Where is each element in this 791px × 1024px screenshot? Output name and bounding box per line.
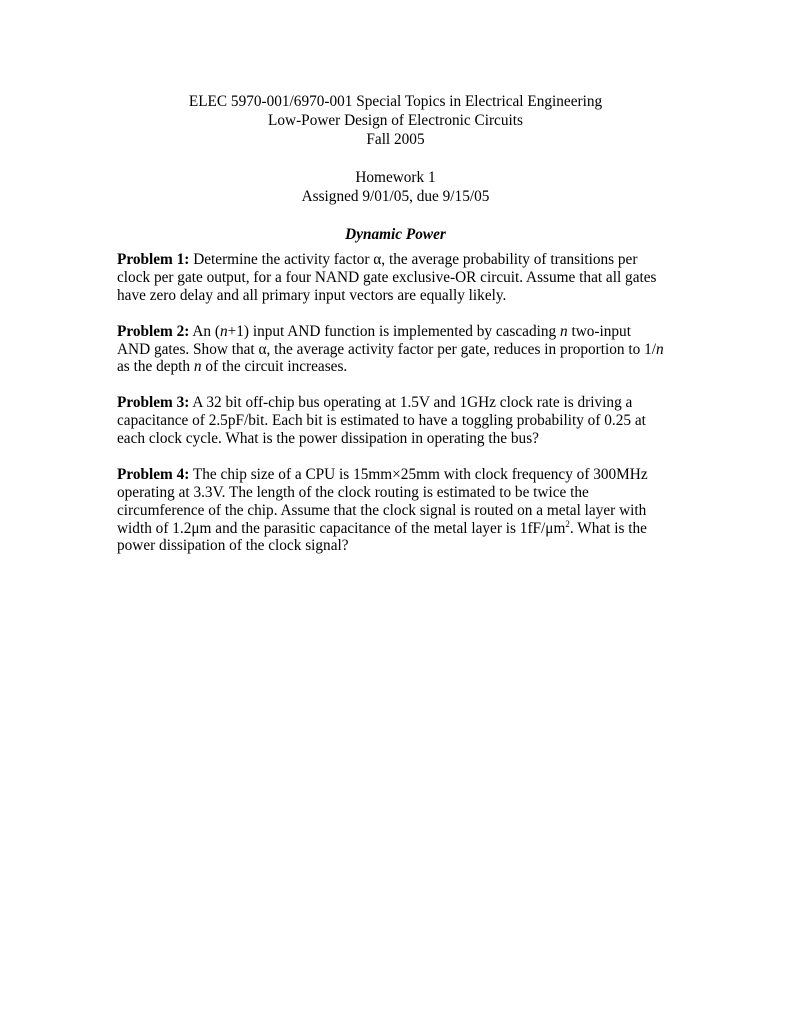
problem-text: The chip size of a CPU is 15mm×25mm with clock frequency of 300MHz xyxy=(189,465,648,483)
section-title: Dynamic Power xyxy=(345,226,446,243)
problem-text: circumference of the chip. Assume that the clock signal is routed on a metal layer with xyxy=(117,501,647,519)
variable-n: n xyxy=(559,322,568,340)
problem-line xyxy=(117,394,687,412)
problem-text: Determine the activity factor α, the average probability of transitions per xyxy=(189,251,638,268)
problem-text: capacitance of 2.5pF/bit. Each bit is estimated to have a toggling probability of 0.25 at xyxy=(117,412,646,430)
problem-text: operating at 3.3V. The length of the clock routing is estimated to be twice the xyxy=(117,483,589,501)
variable-n: n xyxy=(219,322,228,340)
problem-label: Problem 3: xyxy=(117,394,190,412)
variable-n: n xyxy=(193,358,202,376)
problem-text: width of 1.2μm and the parasitic capacitance of the metal layer is 1fF/μm xyxy=(117,519,566,537)
problem-text: as the depth xyxy=(117,358,194,376)
course-title: ELEC 5970-001/6970-001 Special Topics in Electrical Engineering xyxy=(188,93,603,110)
problem-text: AND gates. Show that α, the average activity factor per gate, reduces in proportion to 1/ xyxy=(117,340,656,358)
problem-line xyxy=(117,358,687,376)
superscript: 2 xyxy=(565,518,570,529)
problem-label: Problem 1: xyxy=(117,251,190,268)
problem-text: of the circuit increases. xyxy=(201,358,348,376)
homework-title: Homework 1 xyxy=(355,169,436,186)
problem-text: have zero delay and all primary input vectors are equally likely. xyxy=(117,286,507,304)
problem-line xyxy=(117,341,687,359)
problem-text: A 32 bit off-chip bus operating at 1.5V and 1GHz clock rate is driving a xyxy=(189,394,633,412)
header-spacer xyxy=(0,206,791,225)
problem-label: Problem 4: xyxy=(117,465,190,483)
term: Fall 2005 xyxy=(366,131,425,148)
problem-line xyxy=(117,251,687,269)
problem-1 xyxy=(117,251,687,305)
variable-n: n xyxy=(655,340,664,358)
course-subtitle: Low-Power Design of Electronic Circuits xyxy=(268,112,523,129)
assignment-dates: Assigned 9/01/05, due 9/15/05 xyxy=(301,188,490,205)
problem-line xyxy=(117,323,687,341)
document-header xyxy=(0,92,791,244)
problem-line xyxy=(117,466,687,484)
problem-2 xyxy=(117,323,687,377)
problem-4 xyxy=(117,466,687,556)
problem-text: +1) input AND function is implemented by cascading xyxy=(227,322,560,340)
header-spacer xyxy=(0,149,791,168)
problem-label: Problem 2: xyxy=(117,322,190,340)
problem-3 xyxy=(117,394,687,448)
problem-line xyxy=(117,520,687,538)
problem-text: . What is the xyxy=(569,519,647,537)
problem-text: each clock cycle. What is the power dissipation in operating the bus? xyxy=(117,430,539,448)
problem-list xyxy=(117,251,687,573)
problem-text: clock per gate output, for a four NAND gate exclusive-OR circuit. Assume that all gates xyxy=(117,268,657,286)
problem-text: power dissipation of the clock signal? xyxy=(117,537,349,555)
problem-text: An ( xyxy=(189,322,220,340)
problem-text: two-input xyxy=(567,322,631,340)
